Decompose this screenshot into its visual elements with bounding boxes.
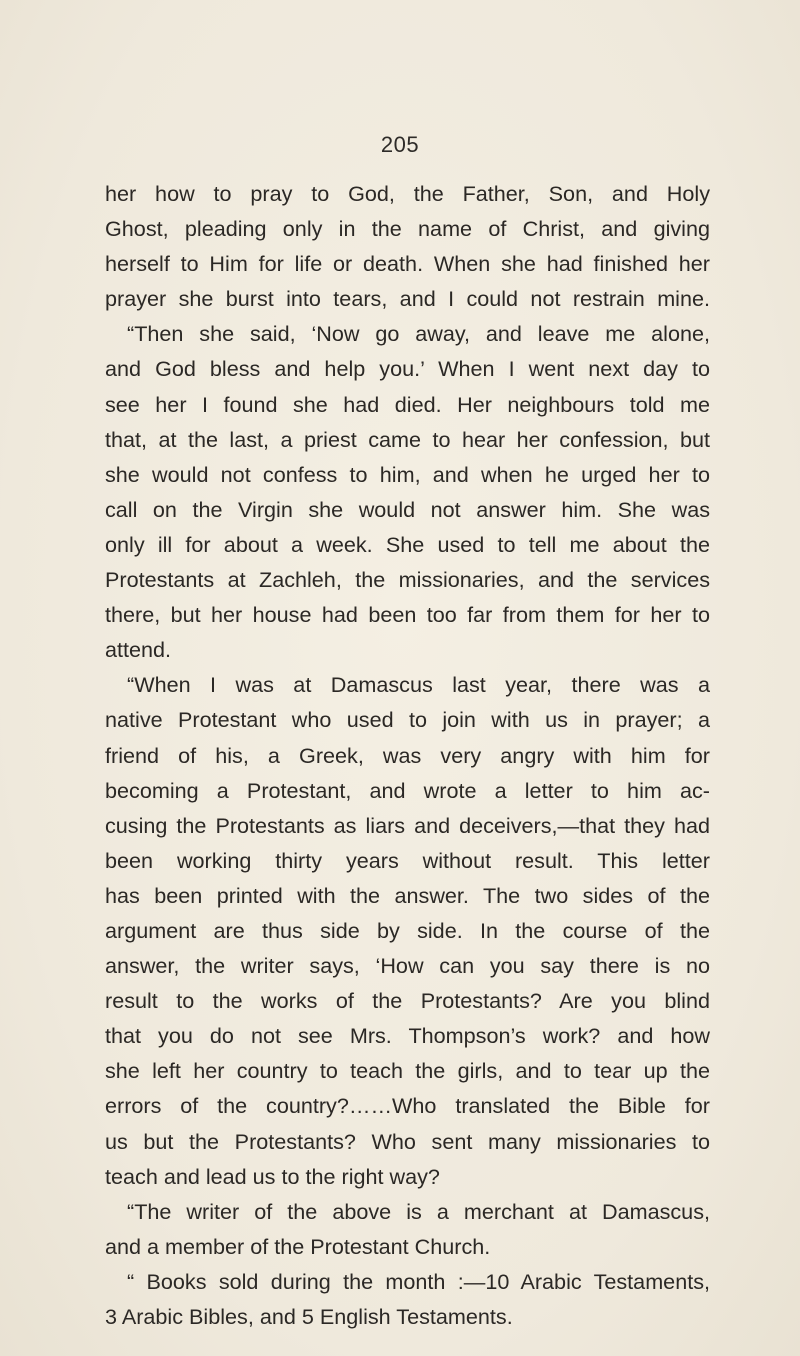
text-line: call on the Virgin she would not answer him. She was xyxy=(105,496,710,522)
text-line: native Protestant who used to join with us in prayer; a xyxy=(105,707,710,733)
text-line: 3 Arabic Bibles, and 5 English Testaments. xyxy=(105,1304,513,1329)
text-line: there, but her house had been too far from them for her to xyxy=(105,602,710,628)
text-line: cusing the Protestants as liars and deceivers,—that they had xyxy=(105,812,710,838)
text-line: us but the Protestants? Who sent many missionaries to xyxy=(105,1128,710,1154)
text-line: see her I found she had died. Her neighbours told me xyxy=(105,391,710,417)
text-line: teach and lead us to the right way? xyxy=(105,1163,440,1189)
page-number: 205 xyxy=(380,132,420,157)
text-line: friend of his, a Greek, was very angry with him for xyxy=(105,742,710,768)
text-line: attend. xyxy=(105,637,172,663)
text-line: she left her country to teach the girls, and to tear up the xyxy=(105,1058,710,1084)
body-text xyxy=(105,176,710,1334)
text-line: her how to pray to God, the Father, Son, and Holy xyxy=(105,181,710,206)
text-line: that, at the last, a priest came to hear her confession, but xyxy=(105,426,710,452)
text-line: “When I was at Damascus last year, there was a xyxy=(127,672,710,698)
text-line: answer, the writer says, ‘How can you say there is no xyxy=(105,953,710,979)
text-line: argument are thus side by side. In the course of the xyxy=(105,917,710,943)
text-line: result to the works of the Protestants? Are you blind xyxy=(105,988,710,1014)
text-line: “Then she said, ‘Now go away, and leave me alone, xyxy=(127,321,710,347)
text-line: “The writer of the above is a merchant at Damascus, xyxy=(127,1198,710,1224)
text-line: that you do not see Mrs. Thompson’s work? and how xyxy=(105,1023,710,1049)
text-line: Protestants at Zachleh, the missionaries, and the services xyxy=(105,567,710,593)
text-line: been working thirty years without result. This letter xyxy=(105,847,710,873)
text-line: errors of the country?……Who translated the Bible for xyxy=(105,1093,710,1119)
text-line: prayer she burst into tears, and I could not restrain mine. xyxy=(105,286,710,312)
text-line: “ Books sold during the month :—10 Arabic Testaments, xyxy=(127,1268,710,1294)
text-line: becoming a Protestant, and wrote a letter to him ac- xyxy=(105,777,710,803)
text-line: herself to Him for life or death. When she had finished her xyxy=(105,251,710,277)
text-line: and a member of the Protestant Church. xyxy=(105,1233,491,1259)
text-line: has been printed with the answer. The two sides of the xyxy=(105,882,710,908)
text-line: she would not confess to him, and when he urged her to xyxy=(105,461,710,487)
text-line: only ill for about a week. She used to tell me about the xyxy=(105,531,710,557)
text-line: and God bless and help you.’ When I went next day to xyxy=(105,356,710,382)
text-line: Ghost, pleading only in the name of Christ, and giving xyxy=(105,216,710,242)
